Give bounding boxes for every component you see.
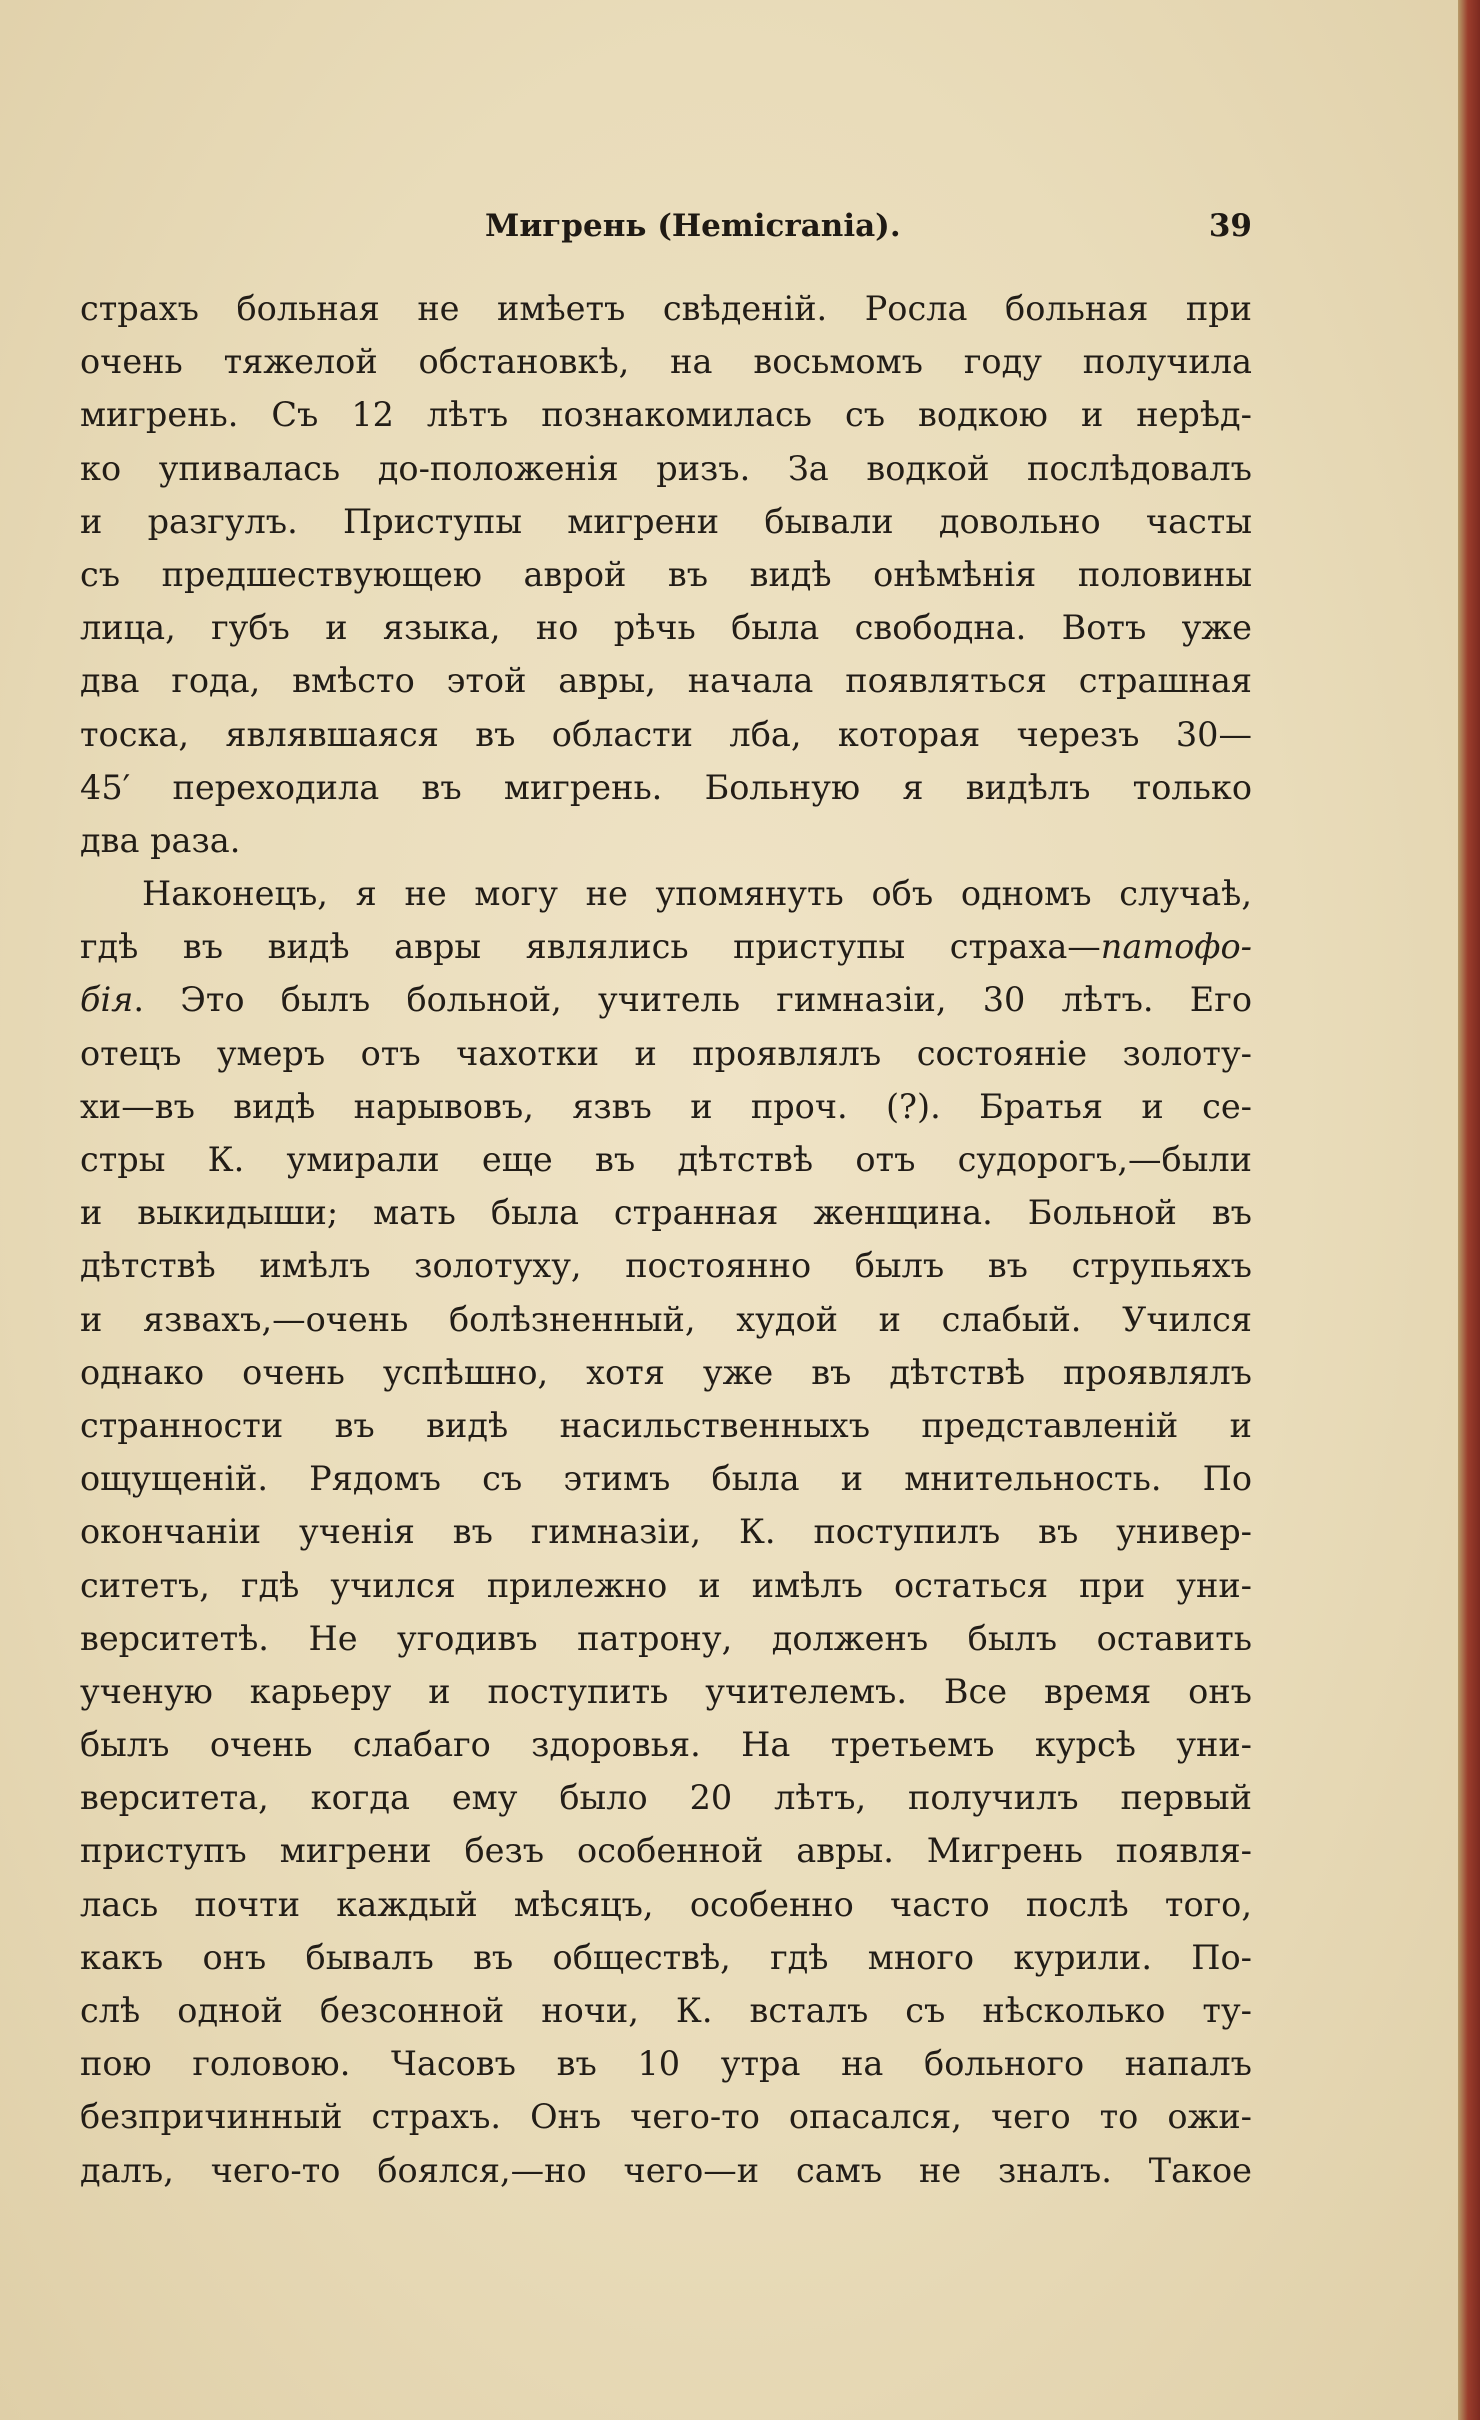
text-line: 45′ переходила въ мигрень. Больную я видѣлъ только — [80, 767, 1252, 807]
text-line: и выкидыши; мать была странная женщина. Больной въ — [80, 1193, 1252, 1233]
text-line: ученую карьеру и поступить учителемъ. Все время онъ — [80, 1671, 1252, 1711]
text-line: слѣ одной безсонной ночи, К. всталъ съ нѣсколько ту- — [80, 1991, 1252, 2030]
text-line: ко упивалась до-положенія ризъ. За водкой послѣдовалъ — [80, 448, 1252, 488]
paragraph — [80, 282, 1252, 867]
text-line: отецъ умеръ отъ чахотки и проявлялъ состояніе золоту- — [80, 1033, 1252, 1073]
body-text — [80, 282, 1252, 2197]
text-line: и язвахъ,—очень болѣзненный, худой и слабый. Учился — [80, 1299, 1252, 1339]
text-line: верситета, когда ему было 20 лѣтъ, получилъ первый — [80, 1778, 1252, 1818]
text-line: лица, губъ и языка, но рѣчь была свободна. Вотъ уже — [80, 608, 1252, 648]
text-line: пою головою. Часовъ въ 10 утра на больного напалъ — [80, 2044, 1252, 2084]
text-line: странности въ видѣ насильственныхъ представленій и — [80, 1405, 1252, 1445]
text-line: хи—въ видѣ нарывовъ, язвъ и проч. (?). Братья и се- — [80, 1086, 1252, 1126]
text-line: Наконецъ, я не могу не упомянуть объ одномъ случаѣ, — [142, 874, 1252, 914]
paragraph — [80, 867, 1252, 2197]
text-line: лась почти каждый мѣсяцъ, особенно часто послѣ того, — [80, 1884, 1252, 1924]
running-head: Мигрень (Hemicrania). — [485, 208, 901, 244]
text-line: очень тяжелой обстановкѣ, на восьмомъ году получила — [80, 342, 1252, 382]
text-line: верситетѣ. Не угодивъ патрону, долженъ былъ оставить — [80, 1618, 1252, 1658]
text-line: окончаніи ученія въ гимназіи, К. поступилъ въ универ- — [80, 1512, 1252, 1552]
text-line: однако очень успѣшно, хотя уже въ дѣтствѣ проявлялъ — [80, 1352, 1252, 1392]
text-line: два раза. — [80, 820, 241, 860]
text-line: гдѣ въ видѣ авры являлись приступы страха—патофо- — [80, 927, 1252, 967]
text-line: страхъ больная не имѣетъ свѣденій. Росла больная при — [80, 289, 1252, 328]
text-line: ситетъ, гдѣ учился прилежно и имѣлъ остаться при уни- — [80, 1565, 1252, 1605]
text-line: какъ онъ бывалъ въ обществѣ, гдѣ много курили. По- — [80, 1937, 1252, 1977]
text-line: приступъ мигрени безъ особенной авры. Мигрень появля- — [80, 1831, 1252, 1871]
text-line: мигрень. Съ 12 лѣтъ познакомилась съ водкою и нерѣд- — [80, 395, 1252, 435]
text-line: бія. Это былъ больной, учитель гимназіи, 30 лѣтъ. Его — [80, 980, 1252, 1020]
page-edge — [1458, 0, 1480, 2420]
text-line: былъ очень слабаго здоровья. На третьемъ курсѣ уни- — [80, 1725, 1252, 1765]
italic-term: патофо- — [1100, 927, 1252, 967]
text-line: тоска, являвшаяся въ области лба, которая черезъ 30— — [80, 714, 1252, 754]
text-line: и разгулъ. Приступы мигрени бывали довольно часты — [80, 501, 1252, 541]
italic-term: бія — [80, 980, 134, 1020]
page-header — [80, 208, 1252, 248]
page-number: 39 — [1208, 208, 1252, 244]
text-line: стры К. умирали еще въ дѣтствѣ отъ судорогъ,—были — [80, 1140, 1252, 1179]
text-line: съ предшествующею аврой въ видѣ онѣмѣнія половины — [80, 554, 1252, 594]
text-line: далъ, чего-то боялся,—но чего—и самъ не зналъ. Такое — [80, 2150, 1252, 2190]
text-line: два года, вмѣсто этой авры, начала появляться страшная — [80, 661, 1252, 701]
text-line: дѣтствѣ имѣлъ золотуху, постоянно былъ въ струпьяхъ — [80, 1246, 1252, 1286]
text-line: ощущеній. Рядомъ съ этимъ была и мнительность. По — [80, 1459, 1252, 1499]
text-line: безпричинный страхъ. Онъ чего-то опасался, чего то ожи- — [80, 2097, 1252, 2137]
